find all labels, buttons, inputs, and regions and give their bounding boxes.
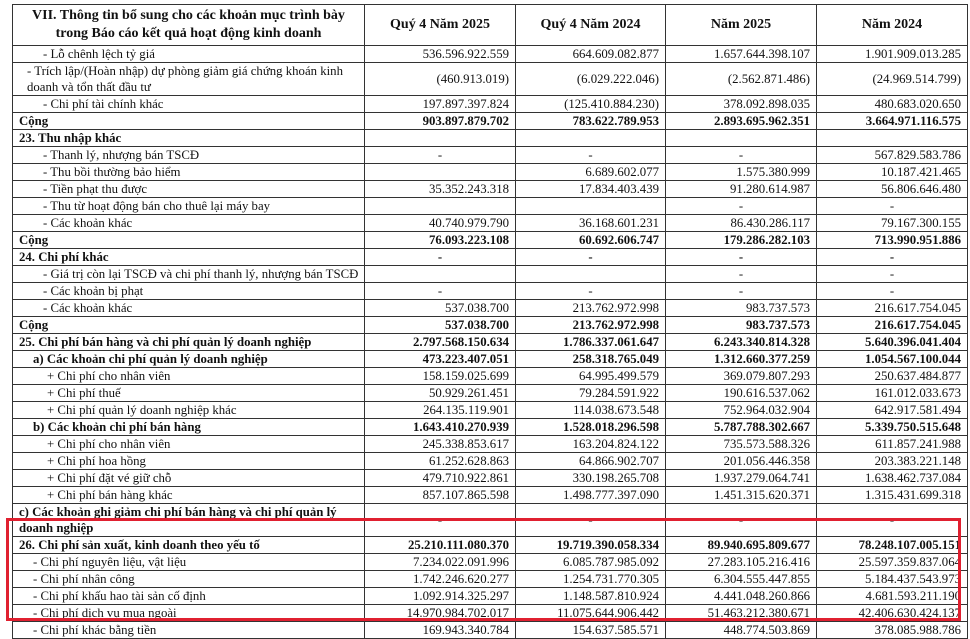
row-value: 245.338.853.617 [365, 436, 516, 453]
row-value: 91.280.614.987 [666, 181, 817, 198]
row-value: 264.135.119.901 [365, 402, 516, 419]
row-value: 216.617.754.045 [817, 300, 968, 317]
row-value: 1.254.731.770.305 [516, 571, 666, 588]
table-row [13, 588, 968, 605]
table-row [13, 605, 968, 622]
row-description: - Trích lập/(Hoàn nhập) dự phòng giảm giá chứng khoán kinh doanh và tổn thất đầu tư [13, 63, 365, 96]
row-value: 25.210.111.080.370 [365, 537, 516, 554]
row-value: 17.834.403.439 [516, 181, 666, 198]
row-value: 378.092.898.035 [666, 96, 817, 113]
row-value: 213.762.972.998 [516, 300, 666, 317]
row-value: - [666, 504, 817, 537]
row-value: 6.243.340.814.328 [666, 334, 817, 351]
table-row [13, 622, 968, 639]
row-description: - Chi phí nhân công [13, 571, 365, 588]
row-description: - Chi phí khấu hao tài sản cố định [13, 588, 365, 605]
row-value: 1.638.462.737.084 [817, 470, 968, 487]
row-value [516, 198, 666, 215]
table-row [13, 96, 968, 113]
table-row [13, 130, 968, 147]
header-year-2024: Năm 2024 [817, 5, 968, 46]
table-row [13, 385, 968, 402]
row-value: 6.304.555.447.855 [666, 571, 817, 588]
table-row [13, 113, 968, 130]
table-row [13, 571, 968, 588]
row-value: 42.406.630.424.137 [817, 605, 968, 622]
row-value: 14.970.984.702.017 [365, 605, 516, 622]
row-description: 25. Chi phí bán hàng và chi phí quản lý doanh nghiệp [13, 334, 365, 351]
row-value: 713.990.951.886 [817, 232, 968, 249]
row-value: - [817, 504, 968, 537]
row-value: 25.597.359.837.064 [817, 554, 968, 571]
row-value [365, 266, 516, 283]
row-value: 216.617.754.045 [817, 317, 968, 334]
row-value: 50.929.261.451 [365, 385, 516, 402]
row-value: 1.643.410.270.939 [365, 419, 516, 436]
row-value: 1.575.380.999 [666, 164, 817, 181]
header-q4-2024: Quý 4 Năm 2024 [516, 5, 666, 46]
row-value: 1.451.315.620.371 [666, 487, 817, 504]
table-row [13, 198, 968, 215]
row-description: + Chi phí hoa hồng [13, 453, 365, 470]
row-value: 857.107.865.598 [365, 487, 516, 504]
row-value: 36.168.601.231 [516, 215, 666, 232]
row-value: 79.167.300.155 [817, 215, 968, 232]
row-description: + Chi phí quản lý doanh nghiệp khác [13, 402, 365, 419]
row-value: - [817, 283, 968, 300]
row-value: 258.318.765.049 [516, 351, 666, 368]
row-value: 250.637.484.877 [817, 368, 968, 385]
header-q4-2025: Quý 4 Năm 2025 [365, 5, 516, 46]
row-value [365, 198, 516, 215]
row-value: 89.940.695.809.677 [666, 537, 817, 554]
row-value: 203.383.221.148 [817, 453, 968, 470]
row-value: - [365, 147, 516, 164]
row-value: 5.787.788.302.667 [666, 419, 817, 436]
row-value: - [666, 249, 817, 266]
table-row [13, 487, 968, 504]
table-row [13, 504, 968, 537]
table-row [13, 317, 968, 334]
row-description: Cộng [13, 113, 365, 130]
table-row [13, 283, 968, 300]
row-value: - [516, 283, 666, 300]
row-value: - [516, 147, 666, 164]
row-value: (2.562.871.486) [666, 63, 817, 96]
row-value: 5.184.437.543.973 [817, 571, 968, 588]
row-description: Cộng [13, 317, 365, 334]
row-value: 479.710.922.861 [365, 470, 516, 487]
row-description: - Các khoản bị phạt [13, 283, 365, 300]
row-value: 1.092.914.325.297 [365, 588, 516, 605]
row-value: - [365, 504, 516, 537]
row-description: - Chi phí tài chính khác [13, 96, 365, 113]
header-year-2025: Năm 2025 [666, 5, 817, 46]
row-description: - Giá trị còn lại TSCĐ và chi phí thanh lý, nhượng bán TSCĐ [13, 266, 365, 283]
row-value: 10.187.421.465 [817, 164, 968, 181]
row-description: - Lỗ chênh lệch tỷ giá [13, 46, 365, 63]
row-value: 752.964.032.904 [666, 402, 817, 419]
row-value: 1.786.337.061.647 [516, 334, 666, 351]
row-value: 735.573.588.326 [666, 436, 817, 453]
row-value: 5.339.750.515.648 [817, 419, 968, 436]
table-row [13, 537, 968, 554]
row-value: 1.901.909.013.285 [817, 46, 968, 63]
row-value: 537.038.700 [365, 300, 516, 317]
row-value: 190.616.537.062 [666, 385, 817, 402]
row-value: 537.038.700 [365, 317, 516, 334]
row-value: 7.234.022.091.996 [365, 554, 516, 571]
row-description: c) Các khoản ghi giảm chi phí bán hàng và chi phí quản lý doanh nghiệp [13, 504, 365, 537]
row-value: 163.204.824.122 [516, 436, 666, 453]
row-description: - Các khoản khác [13, 215, 365, 232]
row-value: 1.054.567.100.044 [817, 351, 968, 368]
row-value: 3.664.971.116.575 [817, 113, 968, 130]
row-description: 23. Thu nhập khác [13, 130, 365, 147]
row-value: 64.995.499.579 [516, 368, 666, 385]
row-value: 197.897.397.824 [365, 96, 516, 113]
table-row [13, 181, 968, 198]
row-description: - Chi phí nguyên liệu, vật liệu [13, 554, 365, 571]
row-value: - [817, 198, 968, 215]
row-value: 1.528.018.296.598 [516, 419, 666, 436]
row-value: 4.681.593.211.190 [817, 588, 968, 605]
row-value: 2.797.568.150.634 [365, 334, 516, 351]
row-description: - Thu bồi thường bảo hiểm [13, 164, 365, 181]
financial-notes-table [12, 4, 968, 639]
row-value: - [666, 147, 817, 164]
row-description: a) Các khoản chi phí quản lý doanh nghiệp [13, 351, 365, 368]
row-value: 536.596.922.559 [365, 46, 516, 63]
row-value: 6.689.602.077 [516, 164, 666, 181]
row-value: 114.038.673.548 [516, 402, 666, 419]
row-value: 27.283.105.216.416 [666, 554, 817, 571]
row-value: 983.737.573 [666, 317, 817, 334]
row-description: + Chi phí thuế [13, 385, 365, 402]
table-row [13, 351, 968, 368]
row-value: 154.637.585.571 [516, 622, 666, 639]
table-row [13, 249, 968, 266]
row-description: - Chi phí khác bằng tiền [13, 622, 365, 639]
table-header-row [13, 5, 968, 46]
row-value: - [666, 283, 817, 300]
row-value: 1.148.587.810.924 [516, 588, 666, 605]
table-row [13, 232, 968, 249]
table-row [13, 63, 968, 96]
row-value: 161.012.033.673 [817, 385, 968, 402]
row-value: 40.740.979.790 [365, 215, 516, 232]
row-value: 480.683.020.650 [817, 96, 968, 113]
row-value: 1.742.246.620.277 [365, 571, 516, 588]
table-row [13, 215, 968, 232]
row-description: + Chi phí cho nhân viên [13, 436, 365, 453]
row-value: 201.056.446.358 [666, 453, 817, 470]
table-row [13, 334, 968, 351]
row-value [365, 130, 516, 147]
table-row [13, 46, 968, 63]
row-value [666, 130, 817, 147]
row-description: + Chi phí bán hàng khác [13, 487, 365, 504]
row-description: + Chi phí cho nhân viên [13, 368, 365, 385]
table-row [13, 300, 968, 317]
table-row [13, 164, 968, 181]
row-value: 158.159.025.699 [365, 368, 516, 385]
financial-notes-table-wrapper [12, 4, 967, 639]
row-value: 1.312.660.377.259 [666, 351, 817, 368]
table-row [13, 147, 968, 164]
row-value: - [817, 266, 968, 283]
row-value: 611.857.241.988 [817, 436, 968, 453]
row-value: 64.866.902.707 [516, 453, 666, 470]
row-value [516, 130, 666, 147]
row-value [516, 266, 666, 283]
row-description: + Chi phí đặt vé giữ chỗ [13, 470, 365, 487]
table-row [13, 554, 968, 571]
row-description: b) Các khoản chi phí bán hàng [13, 419, 365, 436]
table-row [13, 453, 968, 470]
row-description: Cộng [13, 232, 365, 249]
row-description: - Chi phí dịch vụ mua ngoài [13, 605, 365, 622]
row-value: 19.719.390.058.334 [516, 537, 666, 554]
row-value: 56.806.646.480 [817, 181, 968, 198]
table-row [13, 419, 968, 436]
table-row [13, 266, 968, 283]
row-description: - Thu từ hoạt động bán cho thuê lại máy bay [13, 198, 365, 215]
table-body [13, 46, 968, 639]
row-value: 11.075.644.906.442 [516, 605, 666, 622]
row-value [817, 130, 968, 147]
row-value: 78.248.107.005.151 [817, 537, 968, 554]
row-value [365, 164, 516, 181]
row-value: 473.223.407.051 [365, 351, 516, 368]
row-value: (125.410.884.230) [516, 96, 666, 113]
row-value: 378.085.988.786 [817, 622, 968, 639]
row-value: 1.498.777.397.090 [516, 487, 666, 504]
row-value: - [666, 198, 817, 215]
row-value: 61.252.628.863 [365, 453, 516, 470]
row-value: 6.085.787.985.092 [516, 554, 666, 571]
table-row [13, 402, 968, 419]
row-value: 903.897.879.702 [365, 113, 516, 130]
row-value: - [666, 266, 817, 283]
row-value: 60.692.606.747 [516, 232, 666, 249]
row-value: 642.917.581.494 [817, 402, 968, 419]
row-value: 76.093.223.108 [365, 232, 516, 249]
table-row [13, 436, 968, 453]
table-row [13, 470, 968, 487]
row-value: 213.762.972.998 [516, 317, 666, 334]
row-value: 86.430.286.117 [666, 215, 817, 232]
row-value: 369.079.807.293 [666, 368, 817, 385]
row-value: - [365, 283, 516, 300]
row-value: 983.737.573 [666, 300, 817, 317]
row-value: 1.315.431.699.318 [817, 487, 968, 504]
row-value: (460.913.019) [365, 63, 516, 96]
row-value: 1.937.279.064.741 [666, 470, 817, 487]
row-description: - Thanh lý, nhượng bán TSCĐ [13, 147, 365, 164]
row-value: 179.286.282.103 [666, 232, 817, 249]
row-value: - [516, 504, 666, 537]
row-value: 448.774.503.869 [666, 622, 817, 639]
row-value: 330.198.265.708 [516, 470, 666, 487]
header-description: VII. Thông tin bổ sung cho các khoản mục trình bày trong Báo cáo kết quả hoạt động kinh doanh [13, 5, 365, 46]
row-value: 79.284.591.922 [516, 385, 666, 402]
row-value: (24.969.514.799) [817, 63, 968, 96]
row-value: 35.352.243.318 [365, 181, 516, 198]
row-value: 51.463.212.380.671 [666, 605, 817, 622]
row-value: 4.441.048.260.866 [666, 588, 817, 605]
row-description: 24. Chi phí khác [13, 249, 365, 266]
row-value: 1.657.644.398.107 [666, 46, 817, 63]
row-value: - [817, 249, 968, 266]
row-value: 783.622.789.953 [516, 113, 666, 130]
row-value: 2.893.695.962.351 [666, 113, 817, 130]
row-value: 5.640.396.041.404 [817, 334, 968, 351]
row-value: - [516, 249, 666, 266]
row-value: 169.943.340.784 [365, 622, 516, 639]
row-value: 567.829.583.786 [817, 147, 968, 164]
row-value: (6.029.222.046) [516, 63, 666, 96]
table-row [13, 368, 968, 385]
row-value: - [365, 249, 516, 266]
row-description: - Các khoản khác [13, 300, 365, 317]
row-value: 664.609.082.877 [516, 46, 666, 63]
row-description: - Tiền phạt thu được [13, 181, 365, 198]
row-description: 26. Chi phí sản xuất, kinh doanh theo yếu tố [13, 537, 365, 554]
